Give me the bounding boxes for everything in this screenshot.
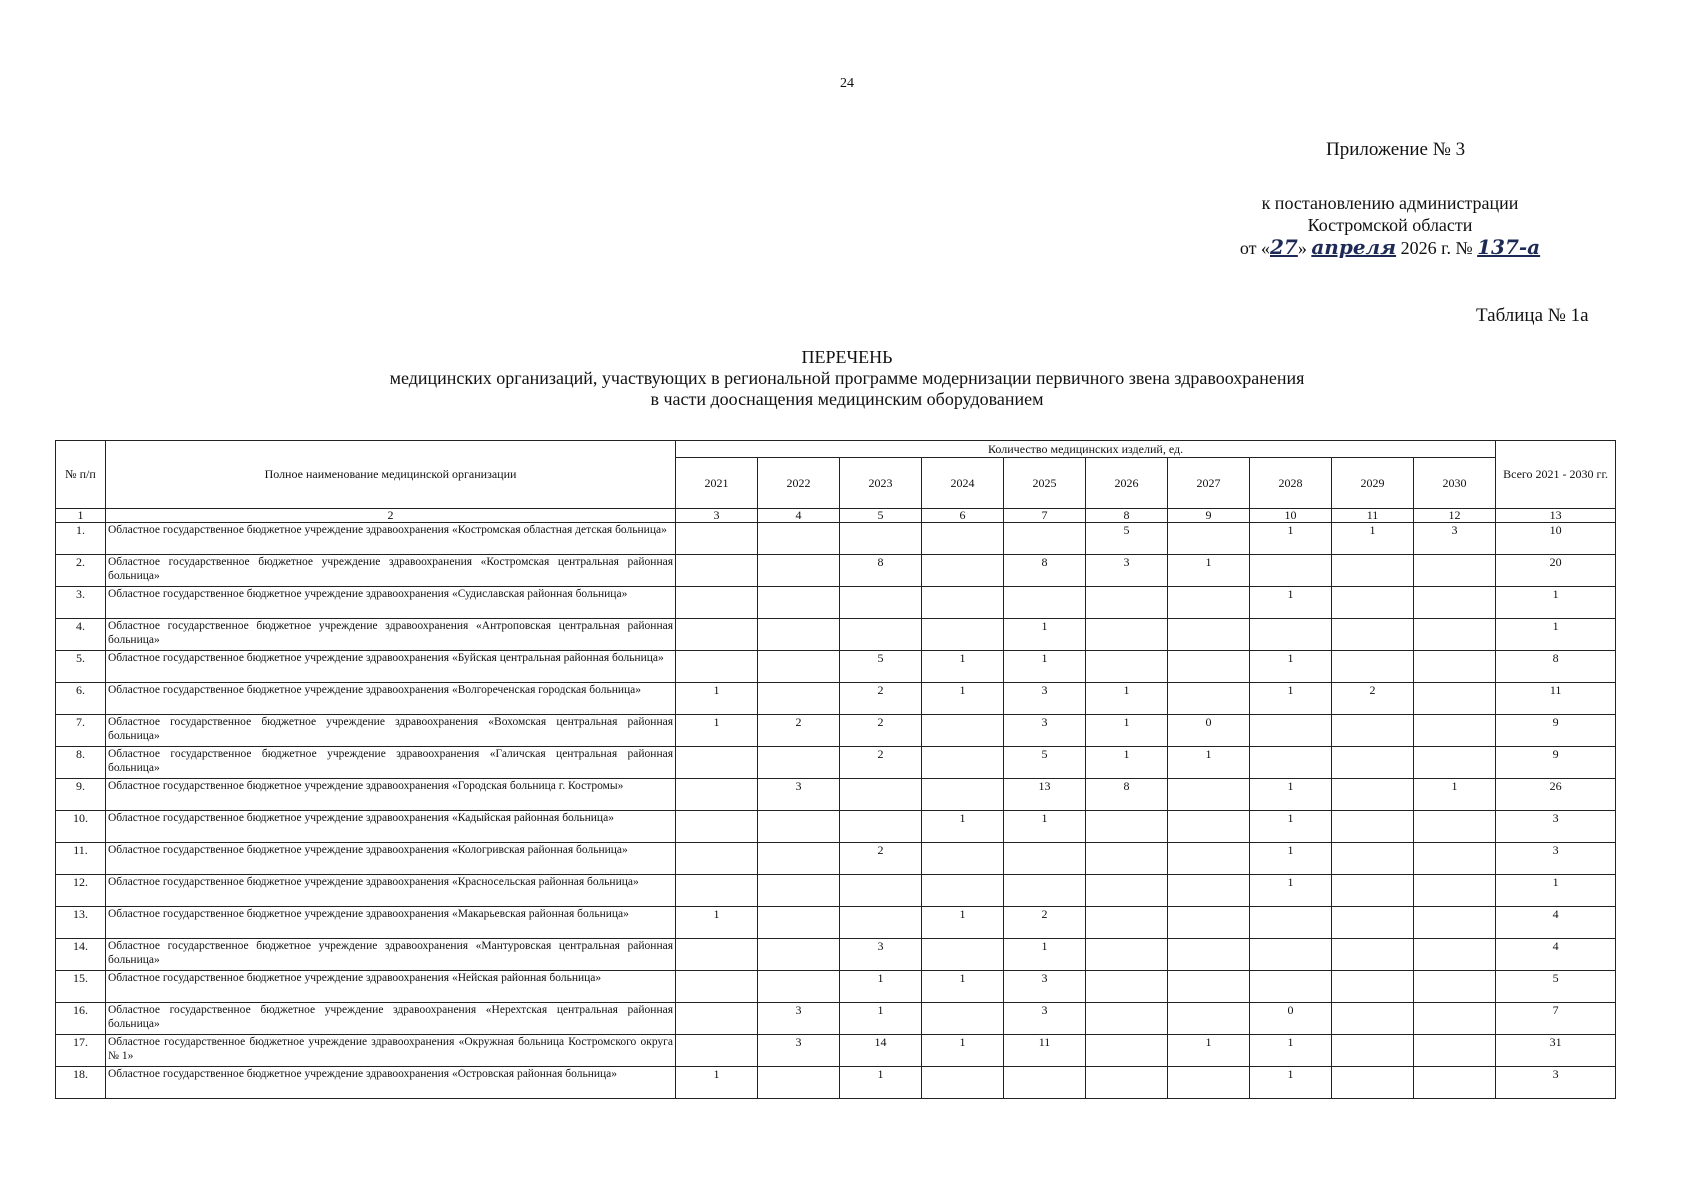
year-value-cell [758,875,840,907]
year-value-cell: 3 [840,939,922,971]
table-row [56,875,1616,907]
column-number: 9 [1168,509,1250,523]
year-value-cell: 1 [1250,779,1332,811]
year-value-cell [1168,811,1250,843]
year-value-cell: 1 [1250,651,1332,683]
year-value-cell: 1 [1250,683,1332,715]
organization-name: Областное государственное бюджетное учреждение здравоохранения «Буйская центральная районная больница» [106,651,676,683]
year-value-cell: 1 [1168,555,1250,587]
year-value-cell [1332,1003,1414,1035]
table-row [56,1067,1616,1099]
year-value-cell: 3 [1004,683,1086,715]
year-value-cell [1168,683,1250,715]
year-value-cell [1414,619,1496,651]
row-total: 1 [1496,875,1616,907]
row-number: 18. [56,1067,106,1099]
year-value-cell [840,523,922,555]
year-value-cell: 8 [1004,555,1086,587]
year-value-cell [1250,747,1332,779]
organization-name: Областное государственное бюджетное учреждение здравоохранения «Нерехтская центральная районная больница» [106,1003,676,1035]
title-line-3: в части дооснащения медицинским оборудованием [650,389,1044,409]
year-value-cell [676,811,758,843]
year-value-cell [1414,715,1496,747]
year-value-cell [1086,811,1168,843]
year-value-cell [1332,651,1414,683]
year-value-cell [922,587,1004,619]
year-value-cell [1168,1003,1250,1035]
row-total: 4 [1496,939,1616,971]
year-value-cell [676,875,758,907]
year-value-cell [1086,843,1168,875]
year-value-cell [1168,587,1250,619]
year-value-cell [1414,555,1496,587]
year-value-cell: 1 [1250,843,1332,875]
year-value-cell: 1 [1086,747,1168,779]
row-number: 5. [56,651,106,683]
year-value-cell: 1 [1004,651,1086,683]
year-value-cell [1004,1067,1086,1099]
row-total: 10 [1496,523,1616,555]
year-value-cell [758,843,840,875]
year-value-cell [922,747,1004,779]
year-value-cell: 1 [1086,715,1168,747]
row-number: 7. [56,715,106,747]
page-number: 24 [840,76,854,91]
table-row [56,523,1616,555]
year-value-cell [758,971,840,1003]
year-value-cell [1250,971,1332,1003]
row-total: 4 [1496,907,1616,939]
year-value-cell: 3 [758,1035,840,1067]
row-total: 1 [1496,619,1616,651]
year-value-cell [840,907,922,939]
column-number: 11 [1332,509,1414,523]
year-value-cell [922,715,1004,747]
year-value-cell [1086,1035,1168,1067]
row-total: 1 [1496,587,1616,619]
year-value-cell: 1 [922,1035,1004,1067]
year-value-cell [1332,939,1414,971]
table-row [56,907,1616,939]
year-value-cell: 1 [840,1003,922,1035]
year-value-cell [676,747,758,779]
year-value-cell [922,523,1004,555]
year-value-cell [1332,811,1414,843]
year-value-cell: 8 [840,555,922,587]
year-value-cell: 1 [1168,747,1250,779]
year-value-cell: 1 [676,1067,758,1099]
row-total: 20 [1496,555,1616,587]
decree-line-1: к постановлению администрации [1261,193,1519,213]
year-value-cell [840,811,922,843]
year-value-cell: 3 [1086,555,1168,587]
year-value-cell: 1 [840,971,922,1003]
year-value-cell: 1 [922,651,1004,683]
row-number: 2. [56,555,106,587]
year-value-cell [758,939,840,971]
decree-day: 27 [1269,235,1298,259]
year-value-cell: 1 [1250,1035,1332,1067]
table-row [56,843,1616,875]
header-year: 2024 [922,458,1004,509]
year-value-cell: 2 [840,683,922,715]
row-total: 5 [1496,971,1616,1003]
organization-name: Областное государственное бюджетное учреждение здравоохранения «Костромская центральная районная больница» [106,555,676,587]
year-value-cell [922,779,1004,811]
organization-name: Областное государственное бюджетное учреждение здравоохранения «Вохомская центральная районная больница» [106,715,676,747]
year-value-cell: 1 [1414,779,1496,811]
table-row [56,715,1616,747]
row-total: 9 [1496,715,1616,747]
organization-name: Областное государственное бюджетное учреждение здравоохранения «Антроповская центральная районная больница» [106,619,676,651]
year-value-cell [922,1003,1004,1035]
year-value-cell: 11 [1004,1035,1086,1067]
table-row [56,779,1616,811]
organization-name: Областное государственное бюджетное учреждение здравоохранения «Мантуровская центральная районная больница» [106,939,676,971]
year-value-cell: 1 [1250,811,1332,843]
year-value-cell [1250,619,1332,651]
year-value-cell: 13 [1004,779,1086,811]
table-row [56,587,1616,619]
row-total: 8 [1496,651,1616,683]
document-title [0,347,1694,410]
row-number: 3. [56,587,106,619]
year-value-cell: 1 [1004,939,1086,971]
organization-name: Областное государственное бюджетное учреждение здравоохранения «Нейская районная больница» [106,971,676,1003]
year-value-cell [1414,875,1496,907]
year-value-cell [1332,619,1414,651]
year-value-cell [1332,555,1414,587]
year-value-cell [840,619,922,651]
year-value-cell [1168,651,1250,683]
year-value-cell [1086,1067,1168,1099]
year-value-cell [758,811,840,843]
row-total: 9 [1496,747,1616,779]
year-value-cell [676,779,758,811]
year-value-cell [676,1035,758,1067]
year-value-cell [840,779,922,811]
year-value-cell [1250,715,1332,747]
year-value-cell: 5 [1004,747,1086,779]
year-value-cell [1086,1003,1168,1035]
year-value-cell [1414,651,1496,683]
header-year: 2027 [1168,458,1250,509]
year-value-cell [1332,875,1414,907]
column-number: 1 [56,509,106,523]
year-value-cell: 1 [1086,683,1168,715]
decree-month: апреля [1311,235,1397,259]
table-row [56,683,1616,715]
decree-year: 2026 г. № [1396,238,1478,258]
table-row [56,971,1616,1003]
year-value-cell: 2 [840,747,922,779]
year-value-cell [1168,907,1250,939]
row-number: 8. [56,747,106,779]
year-value-cell: 2 [1004,907,1086,939]
year-value-cell: 1 [1004,811,1086,843]
year-value-cell [1086,587,1168,619]
year-value-cell [1086,619,1168,651]
decree-number: 137-а [1477,235,1541,259]
year-value-cell [1332,747,1414,779]
year-value-cell: 1 [676,907,758,939]
row-number: 16. [56,1003,106,1035]
year-value-cell [1414,683,1496,715]
table-row [56,747,1616,779]
year-value-cell [1414,1067,1496,1099]
year-value-cell [676,619,758,651]
year-value-cell [922,619,1004,651]
year-value-cell [1332,779,1414,811]
organization-name: Областное государственное бюджетное учреждение здравоохранения «Островская районная больница» [106,1067,676,1099]
row-number: 6. [56,683,106,715]
column-number: 10 [1250,509,1332,523]
year-value-cell [1168,619,1250,651]
row-number: 1. [56,523,106,555]
year-value-cell [1004,523,1086,555]
year-value-cell [1086,939,1168,971]
table-number: Таблица № 1а [1476,305,1589,326]
year-value-cell [1414,907,1496,939]
column-number: 2 [106,509,676,523]
year-value-cell [676,1003,758,1035]
year-value-cell: 2 [1332,683,1414,715]
year-value-cell [676,555,758,587]
year-value-cell [758,619,840,651]
header-year: 2029 [1332,458,1414,509]
year-value-cell [758,747,840,779]
decree-date-line [1230,236,1550,259]
column-number: 5 [840,509,922,523]
year-value-cell [758,1067,840,1099]
header-year: 2021 [676,458,758,509]
year-value-cell: 1 [1250,1067,1332,1099]
row-total: 31 [1496,1035,1616,1067]
header-total: Всего 2021 - 2030 гг. [1496,441,1616,509]
year-value-cell [758,555,840,587]
year-value-cell [1086,907,1168,939]
column-number: 4 [758,509,840,523]
column-number: 12 [1414,509,1496,523]
year-value-cell [1168,1067,1250,1099]
year-value-cell: 2 [840,843,922,875]
organization-name: Областное государственное бюджетное учреждение здравоохранения «Городская больница г. Костромы» [106,779,676,811]
header-year: 2030 [1414,458,1496,509]
year-value-cell: 0 [1250,1003,1332,1035]
organization-name: Областное государственное бюджетное учреждение здравоохранения «Макарьевская районная больница» [106,907,676,939]
organization-name: Областное государственное бюджетное учреждение здравоохранения «Костромская областная детская больница» [106,523,676,555]
header-num: № п/п [56,441,106,509]
year-value-cell [922,843,1004,875]
row-number: 4. [56,619,106,651]
row-number: 17. [56,1035,106,1067]
year-value-cell [922,1067,1004,1099]
row-number: 9. [56,779,106,811]
year-value-cell [676,587,758,619]
year-value-cell: 5 [840,651,922,683]
table-row [56,1035,1616,1067]
decree-prefix: от « [1239,238,1270,258]
year-value-cell [676,843,758,875]
year-value-cell [1414,587,1496,619]
column-number: 13 [1496,509,1616,523]
year-value-cell [922,555,1004,587]
year-value-cell [1086,971,1168,1003]
year-value-cell: 1 [922,683,1004,715]
year-value-cell [1250,939,1332,971]
organization-name: Областное государственное бюджетное учреждение здравоохранения «Волгореченская городская больница» [106,683,676,715]
year-value-cell [1414,843,1496,875]
year-value-cell [1168,875,1250,907]
decree-reference [1230,192,1550,259]
year-value-cell [758,683,840,715]
organization-name: Областное государственное бюджетное учреждение здравоохранения «Красносельская районная больница» [106,875,676,907]
row-number: 15. [56,971,106,1003]
year-value-cell: 1 [1332,523,1414,555]
year-value-cell [1004,875,1086,907]
row-total: 3 [1496,811,1616,843]
decree-line-2: Костромской области [1307,215,1473,235]
row-number: 12. [56,875,106,907]
year-value-cell [1168,971,1250,1003]
header-quantity: Количество медицинских изделий, ед. [676,441,1496,458]
header-year: 2026 [1086,458,1168,509]
year-value-cell [676,939,758,971]
year-value-cell: 0 [1168,715,1250,747]
year-value-cell [1414,1035,1496,1067]
table-body [56,523,1616,1099]
year-value-cell [1332,971,1414,1003]
year-value-cell [758,907,840,939]
year-value-cell [1332,907,1414,939]
year-value-cell: 1 [1004,619,1086,651]
year-value-cell [1332,1035,1414,1067]
organizations-table [55,440,1616,1099]
year-value-cell [1332,587,1414,619]
organization-name: Областное государственное бюджетное учреждение здравоохранения «Судиславская районная больница» [106,587,676,619]
row-total: 11 [1496,683,1616,715]
row-total: 26 [1496,779,1616,811]
table-row [56,939,1616,971]
row-number: 10. [56,811,106,843]
year-value-cell [1250,555,1332,587]
decree-mid: » [1297,238,1312,258]
table-row [56,811,1616,843]
year-value-cell [1414,971,1496,1003]
organization-name: Областное государственное бюджетное учреждение здравоохранения «Окружная больница Костромского округа № 1» [106,1035,676,1067]
header-year: 2025 [1004,458,1086,509]
year-value-cell [922,875,1004,907]
year-value-cell [1414,939,1496,971]
year-value-cell: 2 [840,715,922,747]
table-row [56,651,1616,683]
table-row [56,1003,1616,1035]
year-value-cell: 1 [1250,587,1332,619]
column-number: 7 [1004,509,1086,523]
row-number: 14. [56,939,106,971]
year-value-cell [1332,715,1414,747]
year-value-cell: 1 [840,1067,922,1099]
organization-name: Областное государственное бюджетное учреждение здравоохранения «Кадыйская районная больница» [106,811,676,843]
year-value-cell [840,587,922,619]
row-total: 3 [1496,843,1616,875]
year-value-cell [840,875,922,907]
year-value-cell [1168,523,1250,555]
year-value-cell [1168,939,1250,971]
year-value-cell [1086,651,1168,683]
title-line-2: медицинских организаций, участвующих в региональной программе модернизации первичного звена здравоохранения [389,368,1305,388]
year-value-cell [1086,875,1168,907]
year-value-cell [1004,587,1086,619]
year-value-cell: 1 [922,971,1004,1003]
year-value-cell: 2 [758,715,840,747]
organization-name: Областное государственное бюджетное учреждение здравоохранения «Галичская центральная районная больница» [106,747,676,779]
year-value-cell: 3 [1004,971,1086,1003]
year-value-cell: 1 [1168,1035,1250,1067]
column-number: 3 [676,509,758,523]
year-value-cell: 5 [1086,523,1168,555]
header-year: 2022 [758,458,840,509]
row-number: 11. [56,843,106,875]
appendix-label: Приложение № 3 [1326,139,1466,160]
year-value-cell [1250,907,1332,939]
year-value-cell: 1 [922,907,1004,939]
year-value-cell: 14 [840,1035,922,1067]
year-value-cell [676,523,758,555]
year-value-cell [1414,811,1496,843]
organization-name: Областное государственное бюджетное учреждение здравоохранения «Кологривская районная больница» [106,843,676,875]
year-value-cell [1168,843,1250,875]
row-total: 7 [1496,1003,1616,1035]
year-value-cell: 3 [1004,1003,1086,1035]
year-value-cell: 1 [676,715,758,747]
year-value-cell: 1 [922,811,1004,843]
year-value-cell [1168,779,1250,811]
title-line-1: ПЕРЕЧЕНЬ [801,347,893,367]
year-value-cell [922,939,1004,971]
year-value-cell [676,971,758,1003]
year-value-cell: 1 [676,683,758,715]
year-value-cell [1414,747,1496,779]
year-value-cell: 1 [1250,875,1332,907]
year-value-cell [1332,843,1414,875]
year-value-cell: 3 [1414,523,1496,555]
year-value-cell: 3 [758,779,840,811]
column-number: 8 [1086,509,1168,523]
year-value-cell [758,587,840,619]
table-row [56,555,1616,587]
table-row [56,619,1616,651]
year-value-cell [1414,1003,1496,1035]
header-name: Полное наименование медицинской организации [106,441,676,509]
column-number: 6 [922,509,1004,523]
year-value-cell [1332,1067,1414,1099]
header-year: 2028 [1250,458,1332,509]
year-value-cell: 3 [758,1003,840,1035]
year-value-cell [758,523,840,555]
year-value-cell [758,651,840,683]
row-total: 3 [1496,1067,1616,1099]
year-value-cell: 3 [1004,715,1086,747]
year-value-cell: 1 [1250,523,1332,555]
year-value-cell [1004,843,1086,875]
column-numbers-row [56,509,1616,523]
row-number: 13. [56,907,106,939]
year-value-cell [676,651,758,683]
header-year: 2023 [840,458,922,509]
year-value-cell: 8 [1086,779,1168,811]
